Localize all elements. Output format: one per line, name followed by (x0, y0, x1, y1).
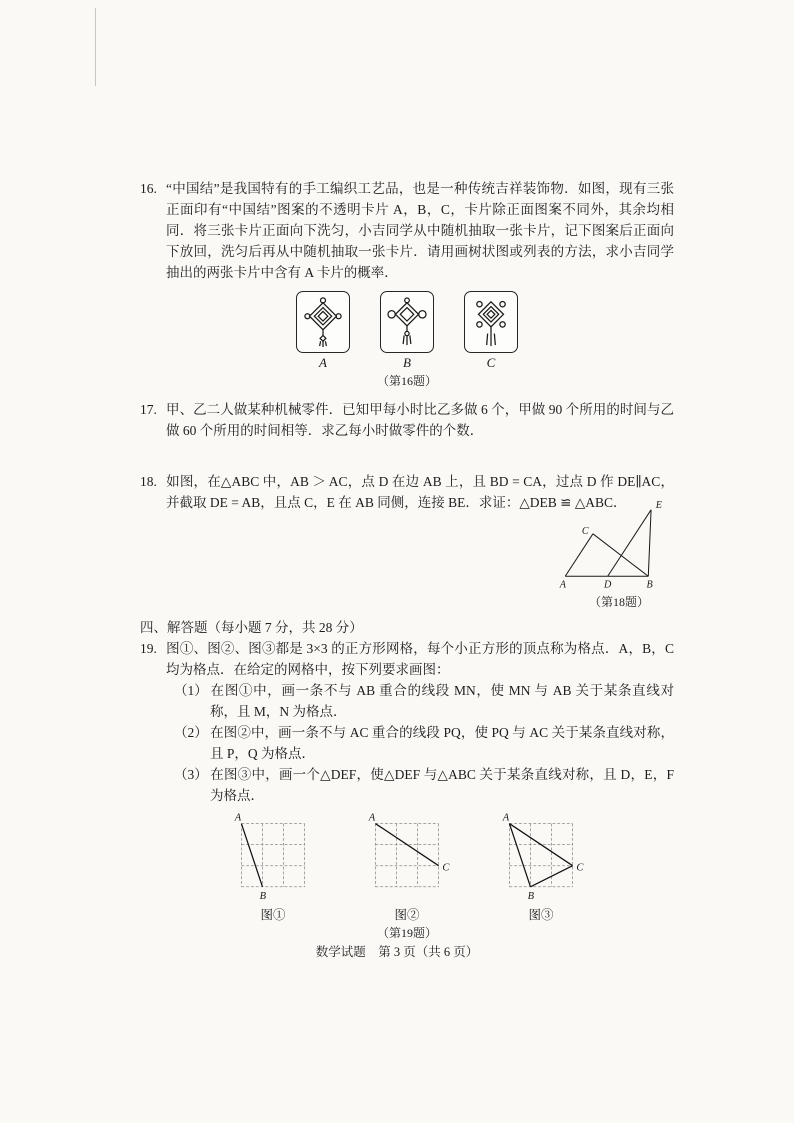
q16-figure (140, 291, 674, 389)
page-footer: 数学试题 第 3 页（共 6 页） (315, 945, 479, 959)
triangle-figure-icon (556, 495, 676, 592)
card-b-label: B (403, 355, 411, 370)
page-content (140, 178, 674, 941)
question-18-block (140, 471, 674, 611)
question-18-number: 18. (140, 474, 157, 489)
q19-figure (140, 812, 674, 941)
question-19-item-1 (174, 680, 674, 722)
question-19-item-3 (174, 764, 674, 806)
chinese-knot-a-icon (303, 297, 343, 347)
grid-1-label-b: B (259, 891, 267, 903)
question-19-intro: 图①、图②、图③都是 3×3 的正方形网格，每个小正方形的顶点称为格点．A，B，C 均为格点．在给定的网格中，按下列要求画图： (166, 641, 674, 677)
grid-1 (228, 812, 318, 923)
card-a-frame (296, 291, 350, 353)
grid-3-figure-icon (496, 812, 586, 906)
item-2-text: 在图②中，画一条不与 AC 重合的线段 PQ，使 PQ 与 AC 关于某条直线对称，且 P，Q 为格点． (210, 725, 674, 761)
card-b-frame (380, 291, 434, 353)
item-1-number: （1） (174, 683, 208, 698)
q18-figure (556, 495, 682, 610)
card-c-frame (464, 291, 518, 353)
q19-figure-caption: （第19题） (376, 926, 437, 940)
card-c (464, 291, 518, 371)
item-2-number: （2） (174, 725, 208, 740)
q19-grids-row (140, 812, 674, 923)
section-4-heading: 四、解答题（每小题 7 分，共 28 分） (140, 620, 363, 635)
question-19-item-2 (174, 722, 674, 764)
question-18-text: 如图，在△ABC 中，AB ＞ AC，点 D 在边 AB 上，且 BD = CA，过点 D 作 DE∥AC，并截取 DE = AB，且点 C，E 在 AB 同侧，连接 BE．求证：△DEB ≌ △ABC． (166, 474, 674, 510)
card-c-label: C (486, 355, 496, 370)
q18-label-a: A (559, 579, 566, 591)
q16-cards-row (140, 291, 674, 371)
chinese-knot-c-icon (468, 297, 514, 347)
item-3-text: 在图③中，画一个△DEF，使△DEF 与△ABC 关于某条直线对称，且 D，E，F 为格点． (210, 767, 674, 803)
question-16-number: 16. (140, 181, 157, 196)
grid-3 (496, 812, 586, 923)
q18-label-b: B (646, 579, 653, 591)
grid-2-label: 图② (394, 908, 420, 922)
grid-2-label-a: A (368, 812, 376, 824)
grid-3-label-a: A (502, 812, 510, 824)
question-17-number: 17. (140, 402, 157, 417)
grid-2 (362, 812, 452, 923)
grid-3-label-b: B (527, 891, 535, 903)
card-a-label: A (319, 355, 327, 370)
question-17 (140, 399, 674, 441)
item-1-text: 在图①中，画一条不与 AB 重合的线段 MN，使 MN 与 AB 关于某条直线对称，且 M，N 为格点． (210, 683, 674, 719)
chinese-knot-b-icon (385, 297, 429, 347)
grid-2-label-c: C (442, 862, 450, 874)
scan-artifact-line (95, 8, 96, 86)
grid-2-figure-icon (362, 812, 452, 906)
q18-label-c: C (581, 525, 589, 537)
grid-1-label-a: A (234, 812, 242, 824)
q18-label-e: E (655, 499, 662, 511)
question-19-number: 19. (140, 641, 157, 656)
card-a (296, 291, 350, 371)
item-3-number: （3） (174, 767, 208, 782)
question-16-text: “中国结”是我国特有的手工编织工艺品，也是一种传统吉祥装饰物．如图，现有三张正面印有“中国结”图案的不透明卡片 A，B，C，卡片除正面图案不同外，其余均相同．将三张卡片正面向下洗匀，小吉同学从中随机抽取一张卡片，记下图案后正面向下放回，洗匀后再从中随机抽取一张卡片．请用画树状图或列表的方法，求小吉同学抽出的两张卡片中含有 A 卡片的概率． (166, 181, 674, 280)
grid-1-label: 图① (260, 908, 286, 922)
question-19 (140, 638, 674, 680)
grid-3-label-c: C (576, 862, 584, 874)
q18-label-d: D (604, 579, 612, 591)
q18-figure-caption: （第18题） (588, 595, 649, 609)
card-b (380, 291, 434, 371)
grid-3-label: 图③ (528, 908, 554, 922)
question-16 (140, 178, 674, 283)
grid-1-figure-icon (228, 812, 318, 906)
question-17-text: 甲、乙二人做某种机械零件．已知甲每小时比乙多做 6 个，甲做 90 个所用的时间与乙做 60 个所用的时间相等．求乙每小时做零件的个数． (166, 402, 674, 438)
q16-figure-caption: （第16题） (376, 374, 437, 388)
